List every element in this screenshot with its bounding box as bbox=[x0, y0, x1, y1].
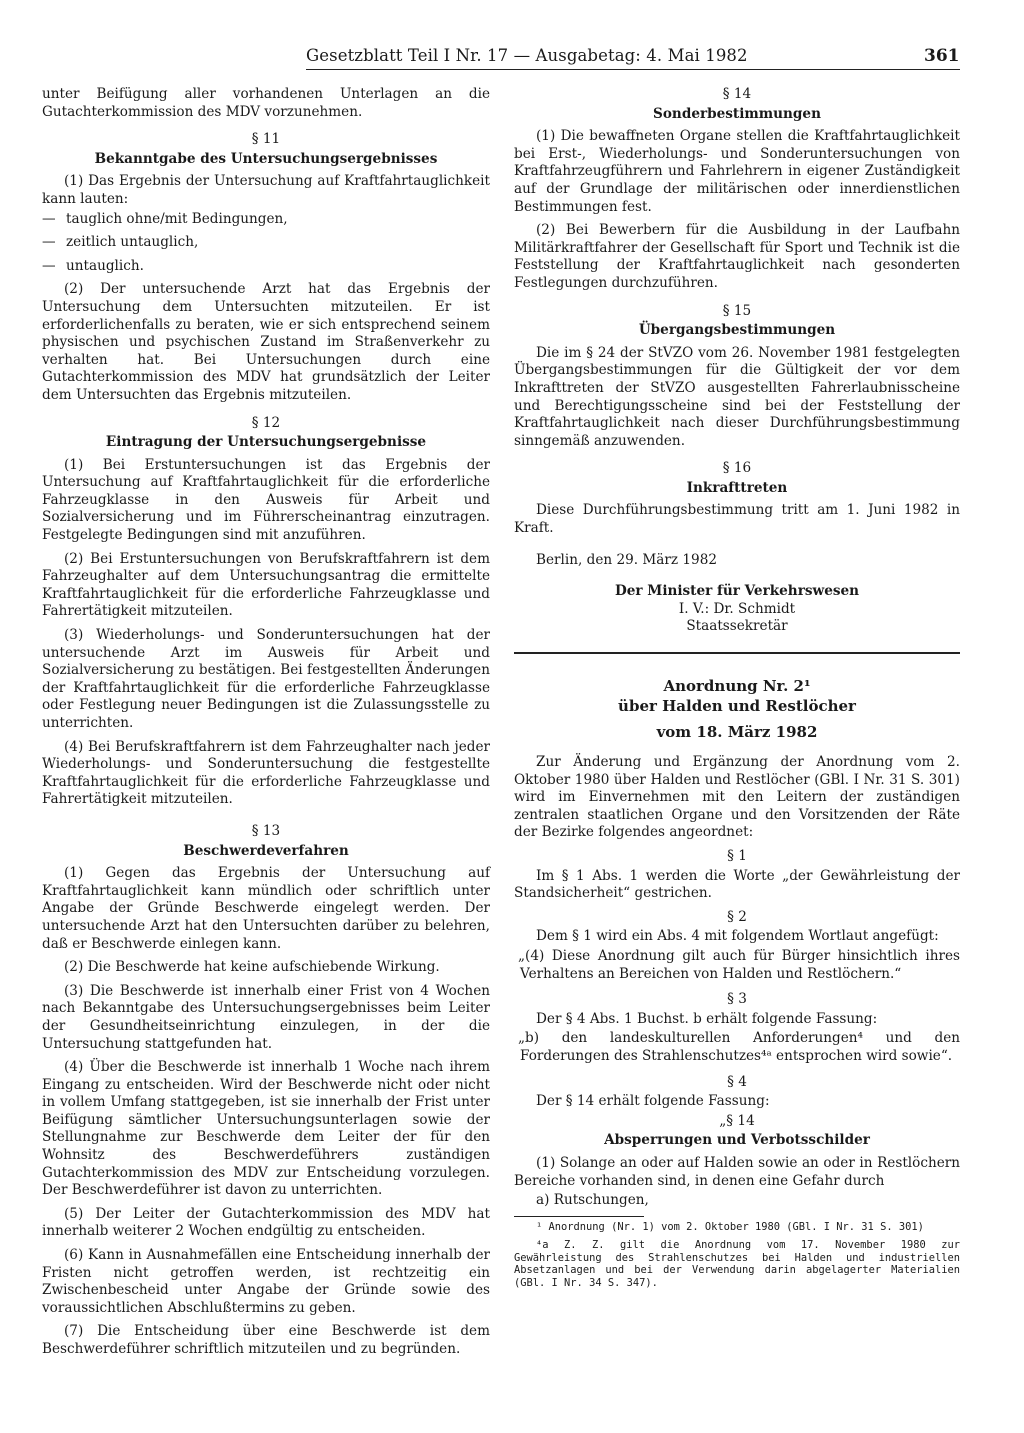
section-12-p1: (1) Bei Erstuntersuchungen ist das Ergebnis der Untersuchung auf Kraftfahrtauglichkeit für die erforderliche Fahrzeugklasse in den Ausweis für Arbeit und Sozialversicherung und im Führerscheinantrag einzutragen. Festgelegte Bedingungen sind mit anzuführen. bbox=[42, 456, 490, 544]
section-15-number: § 15 bbox=[722, 302, 752, 319]
left-column bbox=[42, 86, 490, 1365]
gazette-title: Gesetzblatt Teil I Nr. 17 — Ausgabetag: 4. Mai 1982 bbox=[306, 46, 748, 65]
section-12-p4: (4) Bei Berufskraftfahrern ist dem Fahrzeughalter nach jeder Wiederholungs- und Sonderuntersuchung die festgestellte Kraftfahrtauglichkeit für die erforderliche Fahrzeugklasse und Fahrertätigkeit mitzuteilen. bbox=[42, 738, 490, 808]
section-11-title: Bekanntgabe des Untersuchungsergebnisses bbox=[94, 150, 438, 167]
article-2-number: § 2 bbox=[727, 908, 747, 925]
section-13-p5: (5) Der Leiter der Gutachterkommission des MDV hat innerhalb weiterer 2 Wochen endgültig zu entscheiden. bbox=[42, 1205, 490, 1240]
list-item: — untauglich. bbox=[42, 258, 490, 276]
article-4-number: § 4 bbox=[727, 1073, 747, 1090]
signature-office: Der Minister für Verkehrswesen bbox=[614, 583, 860, 600]
signature-role: Staatssekretär bbox=[686, 618, 788, 635]
article-3-text: Der § 4 Abs. 1 Buchst. b erhält folgende Fassung: bbox=[536, 1010, 878, 1027]
section-16-number: § 16 bbox=[722, 460, 752, 477]
place-date: Berlin, den 29. März 1982 bbox=[536, 551, 717, 568]
section-14-title: Sonderbestimmungen bbox=[653, 105, 821, 122]
intro-paragraph: unter Beifügung aller vorhandenen Unterlagen an die Gutachterkommission des MDV vorzunehmen. bbox=[42, 86, 490, 120]
page-number: 361 bbox=[924, 46, 960, 66]
article-3-quote: „b) den landeskulturellen Anforderungen⁴ und den Forderungen des Strahlenschutzes⁴ᵃ entsprochen wird sowie“. bbox=[518, 1030, 960, 1064]
section-13-p4: (4) Über die Beschwerde ist innerhalb 1 Woche nach ihrem Eingang zu entscheiden. Wird der Beschwerde nicht oder nicht in vollem Umfang stattgegeben, ist sie innerhalb der Frist unter Beifügung sämtlicher Untersuchungsunterlagen sowie der Stellungnahme zur Beschwerde dem Leiter der für den Wohnsitz des Beschwerdeführers zuständigen Gutachterkommission des MDV zur Entscheidung vorzulegen. Der Beschwerdeführer ist davon zu unterrichten. bbox=[42, 1059, 490, 1199]
section-11-p2: (2) Der untersuchende Arzt hat das Ergebnis der Untersuchung dem Untersuchten mitzuteilen. Er ist erforderlichenfalls zu beraten, wie er sich entsprechend seinem physischen und psychischen Zustand im Straßenverkehr zu verhalten hat. Bei Untersuchungen durch eine Gutachterkommission des MDV hat grundsätzlich der Leiter dem Untersuchten das Ergebnis mitzuteilen. bbox=[42, 281, 490, 403]
footnote-1: ¹ Anordnung (Nr. 1) vom 2. Oktober 1980 (GBl. I Nr. 31 S. 301) bbox=[536, 1220, 924, 1233]
section-13-p1: (1) Gegen das Ergebnis der Untersuchung auf Kraftfahrtauglichkeit kann mündlich oder schriftlich unter Angabe der Gründe Beschwerde eingelegt werden. Der untersuchende Arzt hat den Untersuchten darüber zu belehren, daß er Beschwerde einlegen kann. bbox=[42, 865, 490, 952]
article-4-p1: (1) Solange an oder auf Halden sowie an oder in Restlöchern Bereiche vorhanden sind, in denen eine Gefahr durch bbox=[514, 1154, 960, 1189]
section-14-p2: (2) Bei Bewerbern für die Ausbildung in der Laufbahn Militärkraftfahrer der Gesellschaft für Sport und Technik ist die Feststellung der Kraftfahrtauglichkeit nach gesonderten Festlegungen durchzuführen. bbox=[514, 222, 960, 291]
ordnung-title-1: Anordnung Nr. 2¹ bbox=[663, 677, 811, 696]
section-12-p3: (3) Wiederholungs- und Sonderuntersuchungen hat der untersuchende Arzt im Ausweis für Arbeit und Sozialversicherung zu bestätigen. Bei festgestellten Änderungen der Kraftfahrtauglichkeit für die erforderliche Fahrzeugklasse oder Festlegung neuer Bedingungen ist die Zulassungsstelle zu unterrichten. bbox=[42, 627, 490, 731]
footnote-4a: ⁴a Z. Z. gilt die Anordnung vom 17. November 1980 zur Gewährleistung des Strahlenschutzes bei Halden und industriellen Absetzanlagen und bei der Verwendung darin abgelagerter Materialien (GBl. I Nr. 34 S. 347). bbox=[514, 1239, 960, 1289]
section-13-number: § 13 bbox=[251, 822, 281, 839]
section-12-title: Eintragung der Untersuchungsergebnisse bbox=[105, 434, 427, 451]
article-1-text: Im § 1 Abs. 1 werden die Worte „der Gewährleistung der Standsicherheit“ gestrichen. bbox=[514, 867, 960, 902]
header-rule bbox=[306, 69, 960, 70]
section-11-number: § 11 bbox=[251, 131, 281, 148]
section-13-title: Beschwerdeverfahren bbox=[183, 842, 349, 859]
section-12-number: § 12 bbox=[251, 414, 281, 431]
article-4-text: Der § 14 erhält folgende Fassung: bbox=[536, 1093, 770, 1110]
article-2-quote: „(4) Diese Anordnung gilt auch für Bürger hinsichtlich ihres Verhaltens an Bereichen von Halden und Restlöchern.“ bbox=[518, 947, 960, 982]
right-column bbox=[514, 86, 960, 1295]
section-15-title: Übergangsbestimmungen bbox=[638, 322, 836, 339]
article-1-number: § 1 bbox=[727, 848, 747, 864]
section-13-p6: (6) Kann in Ausnahmefällen eine Entscheidung innerhalb der Fristen nicht getroffen werden, ist rechtzeitig ein Zwischenbescheid unter Angabe der Gründe sowie des voraussichtlichen Abschlußtermins zu geben. bbox=[42, 1247, 490, 1316]
ordnung-title-2: über Halden und Restlöcher bbox=[618, 697, 856, 716]
section-16-p1: Diese Durchführungsbestimmung tritt am 1. Juni 1982 in Kraft. bbox=[514, 502, 960, 537]
section-13-p2: (2) Die Beschwerde hat keine aufschiebende Wirkung. bbox=[64, 959, 440, 976]
section-11-p1: (1) Das Ergebnis der Untersuchung auf Kraftfahrtauglichkeit kann lauten: bbox=[42, 173, 490, 207]
section-13-p3: (3) Die Beschwerde ist innerhalb einer Frist von 4 Wochen nach Bekanntgabe des Untersuchungsergebnisses beim Leiter der Gesundheitseinrichtung einzulegen, in der die Untersuchung stattgefunden hat. bbox=[42, 982, 490, 1052]
article-2-text: Dem § 1 wird ein Abs. 4 mit folgendem Wortlaut angefügt: bbox=[536, 928, 939, 945]
footnote-rule bbox=[514, 1216, 644, 1217]
article-3-number: § 3 bbox=[727, 991, 747, 1008]
list-item: — tauglich ohne/mit Bedingungen, bbox=[42, 211, 490, 229]
signature-name: I. V.: Dr. Schmidt bbox=[678, 600, 796, 617]
article-4-quoted-section: „§ 14 bbox=[719, 1112, 755, 1129]
section-12-p2: (2) Bei Erstuntersuchungen von Berufskraftfahrern ist dem Fahrzeughalter auf dem Untersuchungsantrag die ermittelte Kraftfahrtauglichkeit für die erforderliche Fahrzeugklasse und Fahrertätigkeit mitzuteilen. bbox=[42, 550, 490, 620]
section-15-p1: Die im § 24 der StVZO vom 26. November 1981 festgelegten Übergangsbestimmungen für die Gültigkeit der vor dem Inkrafttreten der StVZO ausgestellten Fahrerlaubnisscheine und Berechtigungsscheine sind bei der Feststellung der Kraftfahrtauglichkeit nach dieser Durchführungsbestimmung sinngemäß anzuwenden. bbox=[514, 344, 960, 449]
section-16-title: Inkrafttreten bbox=[686, 479, 788, 496]
ordnung-intro: Zur Änderung und Ergänzung der Anordnung vom 2. Oktober 1980 über Halden und Restlöcher (GBl. I Nr. 31 S. 301) wird im Einvernehmen mit den Leitern der zuständigen zentralen staatlichen Organe und den Vorsitzenden der Räte der Bezirke folgendes angeordnet: bbox=[514, 754, 960, 841]
article-4-quoted-title: Absperrungen und Verbotsschilder bbox=[604, 1132, 870, 1149]
page-header bbox=[0, 46, 1024, 70]
ordnung-date: vom 18. März 1982 bbox=[656, 723, 818, 742]
section-divider bbox=[514, 652, 960, 654]
section-14-number: § 14 bbox=[722, 86, 752, 102]
section-14-p1: (1) Die bewaffneten Organe stellen die Kraftfahrtauglichkeit bei Erst-, Wiederholungs- und Sonderuntersuchungen von Kraftfahrzeugführern und Fahrlehrern in eigener Zuständigkeit auf der Grundlage der militärischen oder innerdienstlichen Bestimmungen fest. bbox=[514, 128, 960, 215]
list-item: — zeitlich untauglich, bbox=[42, 234, 490, 252]
article-4-item: a) Rutschungen, bbox=[536, 1192, 649, 1209]
section-13-p7: (7) Die Entscheidung über eine Beschwerde ist dem Beschwerdeführer schriftlich mitzuteilen und zu begründen. bbox=[42, 1323, 490, 1357]
